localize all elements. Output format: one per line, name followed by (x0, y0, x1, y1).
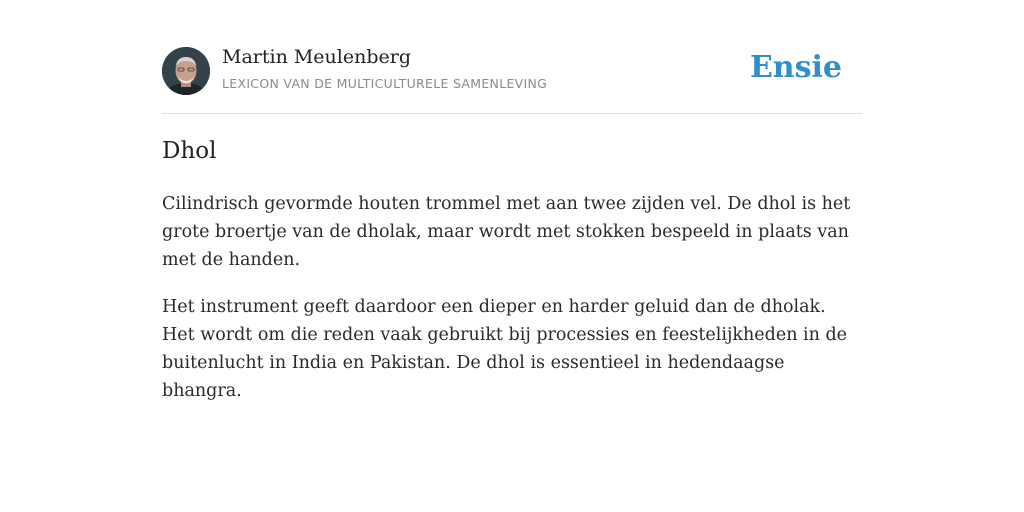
entry-paragraph: Het instrument geeft daardoor een dieper en harder geluid dan de dholak. Het wordt om die reden vaak gebruikt bij processies en feestelijkheden in de buitenlucht in India en Pakistan. De dhol is essentieel in hedendaagse bhangra. (162, 297, 848, 401)
entry-title: Dhol (162, 138, 217, 164)
ensie-logo[interactable]: Ensie (749, 50, 842, 85)
entry-body (162, 190, 862, 424)
entry-card (162, 46, 862, 401)
author-avatar[interactable] (162, 47, 210, 95)
author-name[interactable]: Martin Meulenberg (222, 46, 411, 68)
entry-header (162, 46, 862, 114)
entry-paragraph: Cilindrisch gevormde houten trommel met aan twee zijden vel. De dhol is het grote broertje van de dholak, maar wordt met stokken bespeeld in plaats van met de handen. (162, 194, 851, 270)
source-name[interactable]: LEXICON VAN DE MULTICULTURELE SAMENLEVING (222, 76, 548, 91)
author-portrait-icon (162, 47, 210, 95)
